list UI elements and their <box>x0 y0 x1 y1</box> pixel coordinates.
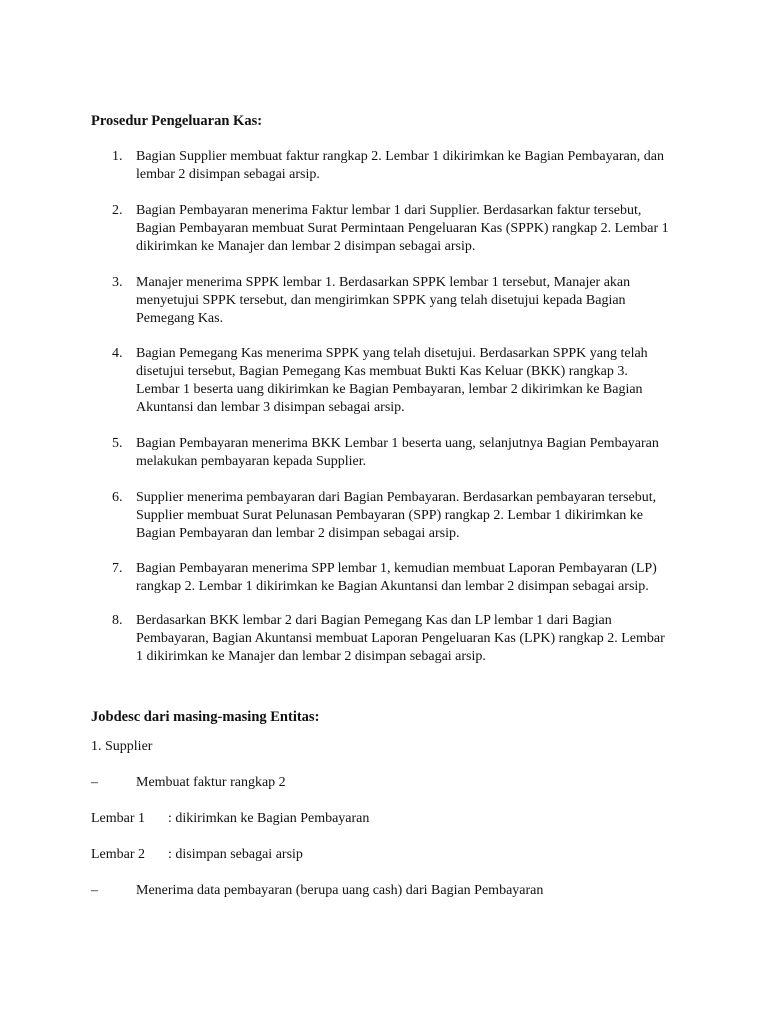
list-item <box>91 274 671 328</box>
step-number: 5. <box>112 436 123 451</box>
procedure-steps-list <box>91 148 671 684</box>
lembar-row <box>91 846 303 864</box>
list-item <box>91 345 671 417</box>
step-text: Supplier menerima pembayaran dari Bagian Pembayaran. Berdasarkan pembayaran tersebut, Supplier membuat Surat Pelunasan Pembayaran (SPP) rangkap 2. Lembar 1 dikirimkan ke Bagian Pembayaran dan lembar 2 disimpan sebagai arsip. <box>136 490 657 541</box>
entity-title: 1. Supplier <box>91 739 153 754</box>
list-item <box>91 612 671 666</box>
step-text: Berdasarkan BKK lembar 2 dari Bagian Pemegang Kas dan LP lembar 1 dari Bagian Pembayaran, Bagian Akuntansi membuat Laporan Pengeluaran Kas (LPK) rangkap 2. Lembar 1 dikirimkan ke Manajer dan lembar 2 disimpan sebagai arsip. <box>136 613 665 664</box>
step-number: 4. <box>112 346 123 361</box>
list-item <box>91 202 671 256</box>
step-number: 2. <box>112 203 123 218</box>
lembar-row <box>91 810 369 828</box>
jobdesc-heading: Jobdesc dari masing-masing Entitas: <box>91 709 320 725</box>
step-text: Bagian Pembayaran menerima Faktur lembar 1 dari Supplier. Berdasarkan faktur tersebut, Bagian Pembayaran membuat Surat Permintaan Pengeluaran Kas (SPPK) rangkap 2. Lembar 1 dikirimkan ke Manajer dan lembar 2 disimpan sebagai arsip. <box>136 203 669 254</box>
task-row <box>91 882 543 900</box>
dash-bullet: – <box>91 775 98 790</box>
step-number: 6. <box>112 490 123 505</box>
list-item <box>91 148 671 184</box>
list-item <box>91 560 671 596</box>
step-number: 3. <box>112 275 123 290</box>
list-item <box>91 489 671 543</box>
step-text: Bagian Pembayaran menerima BKK Lembar 1 beserta uang, selanjutnya Bagian Pembayaran melakukan pembayaran kepada Supplier. <box>136 436 659 469</box>
step-text: Manajer menerima SPPK lembar 1. Berdasarkan SPPK lembar 1 tersebut, Manajer akan menyetujui SPPK tersebut, dan mengirimkan SPPK yang telah disetujui kepada Bagian Pemegang Kas. <box>136 275 631 326</box>
lembar-value: : disimpan sebagai arsip <box>168 847 303 862</box>
lembar-value: : dikirimkan ke Bagian Pembayaran <box>168 811 370 826</box>
step-text: Bagian Supplier membuat faktur rangkap 2. Lembar 1 dikirimkan ke Bagian Pembayaran, dan lembar 2 disimpan sebagai arsip. <box>136 149 664 182</box>
list-item <box>91 435 671 471</box>
dash-bullet: – <box>91 883 98 898</box>
step-number: 1. <box>112 149 123 164</box>
step-number: 8. <box>112 613 123 628</box>
step-text: Bagian Pemegang Kas menerima SPPK yang telah disetujui. Berdasarkan SPPK yang telah disetujui tersebut, Bagian Pemegang Kas membuat Bukti Kas Keluar (BKK) rangkap 3. Lembar 1 beserta uang dikirimkan ke Bagian Pembayaran, lembar 2 dikirimkan ke Bagian Akuntansi dan lembar 3 disimpan sebagai arsip. <box>136 346 648 415</box>
task-text: Menerima data pembayaran (berupa uang cash) dari Bagian Pembayaran <box>136 883 544 898</box>
lembar-label: Lembar 2 <box>91 847 146 862</box>
procedure-heading: Prosedur Pengeluaran Kas: <box>91 113 263 129</box>
step-text: Bagian Pembayaran menerima SPP lembar 1, kemudian membuat Laporan Pembayaran (LP) rangkap 2. Lembar 1 dikirimkan ke Bagian Akuntansi dan lembar 2 disimpan sebagai arsip. <box>136 561 657 594</box>
task-text: Membuat faktur rangkap 2 <box>136 775 286 790</box>
step-number: 7. <box>112 561 123 576</box>
lembar-label: Lembar 1 <box>91 811 146 826</box>
task-row <box>91 774 286 792</box>
